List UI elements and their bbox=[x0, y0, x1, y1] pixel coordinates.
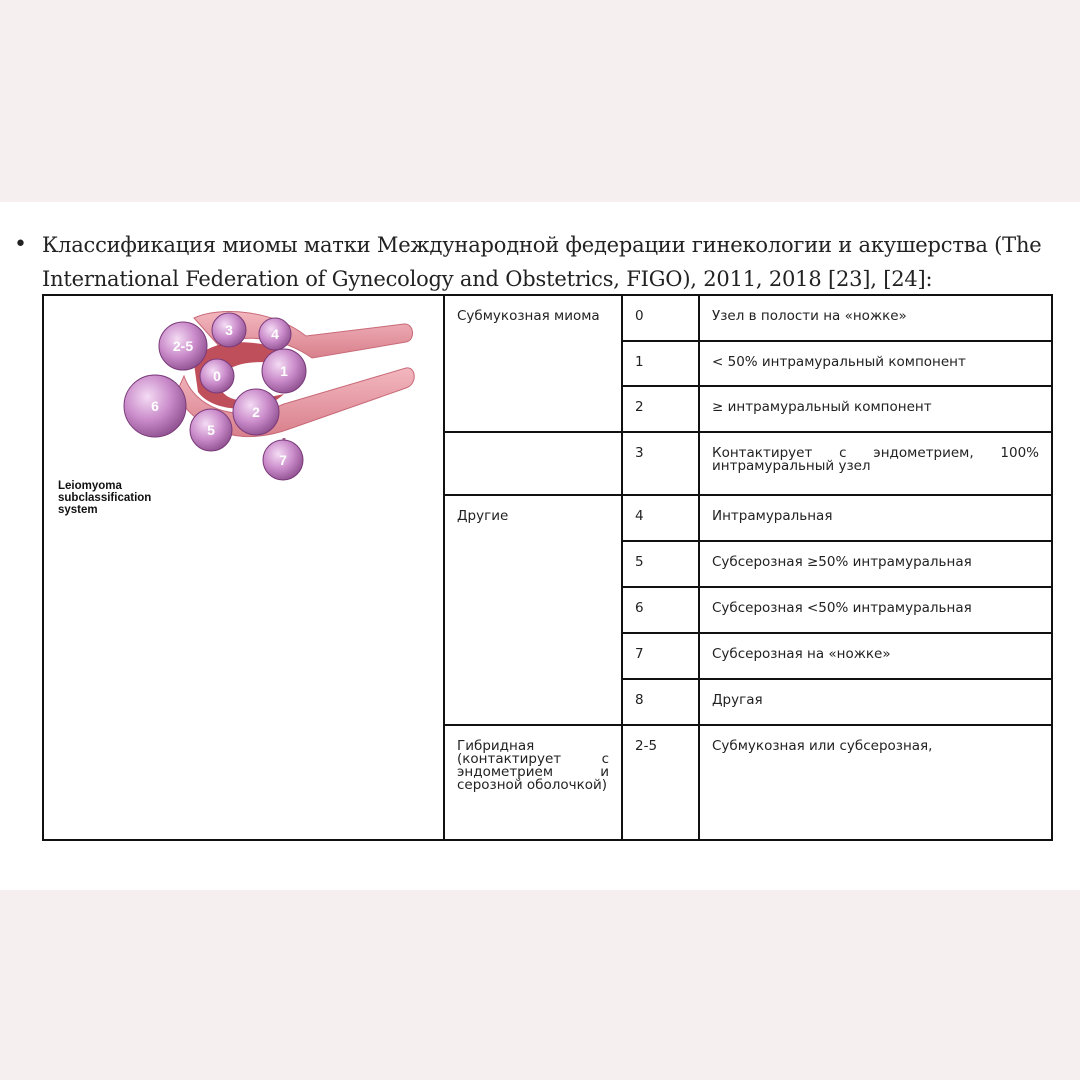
empty-group-cell bbox=[444, 432, 622, 495]
code-cell: 2 bbox=[622, 386, 699, 432]
figo-classification-table bbox=[42, 294, 1053, 841]
svg-text:3: 3 bbox=[225, 322, 233, 338]
node-7 bbox=[263, 440, 303, 480]
group-other: Другие bbox=[444, 495, 622, 725]
code-cell: 7 bbox=[622, 633, 699, 679]
svg-text:5: 5 bbox=[207, 422, 215, 438]
desc-cell: < 50% интрамуральный компонент bbox=[699, 341, 1052, 386]
svg-text:6: 6 bbox=[151, 398, 159, 414]
svg-text:7: 7 bbox=[279, 452, 287, 468]
node-1 bbox=[262, 349, 306, 393]
desc-cell: Субмукозная или субсерозная, bbox=[699, 725, 1052, 840]
node-2 bbox=[233, 389, 279, 435]
desc-cell: Субсерозная <50% интрамуральная bbox=[699, 587, 1052, 633]
code-cell: 1 bbox=[622, 341, 699, 386]
node-5 bbox=[190, 409, 232, 451]
svg-text:2: 2 bbox=[252, 404, 260, 420]
desc-cell: Субсерозная на «ножке» bbox=[699, 633, 1052, 679]
code-cell: 4 bbox=[622, 495, 699, 541]
group-hybrid: Гибридная (контактирует с эндометрием и серозной оболочкой) bbox=[444, 725, 622, 840]
desc-cell: Субсерозная ≥50% интрамуральная bbox=[699, 541, 1052, 587]
node-3 bbox=[212, 313, 246, 347]
group-submucous: Субмукозная миома bbox=[444, 295, 622, 432]
heading-text: Классификация миомы матки Международной федерации гинекологии и акушерства (The International Federation of Gynecology and Obstetrics, FIGO), 2011, 2018 [23], [24]: bbox=[42, 233, 1042, 291]
desc-cell: Узел в полости на «ножке» bbox=[699, 295, 1052, 341]
leiomyoma-diagram-cell bbox=[43, 295, 444, 840]
code-cell: 6 bbox=[622, 587, 699, 633]
code-cell: 2-5 bbox=[622, 725, 699, 840]
bullet-marker: • bbox=[14, 232, 27, 257]
node-0 bbox=[200, 359, 234, 393]
node-4 bbox=[259, 318, 291, 350]
svg-text:0: 0 bbox=[213, 368, 221, 384]
node-6 bbox=[124, 375, 186, 437]
svg-text:1: 1 bbox=[280, 363, 288, 379]
diagram-caption: Leiomyoma subclassification system bbox=[58, 480, 152, 516]
svg-text:4: 4 bbox=[271, 326, 279, 342]
node-2-5 bbox=[159, 322, 207, 370]
desc-cell: ≥ интрамуральный компонент bbox=[699, 386, 1052, 432]
desc-cell: Интрамуральная bbox=[699, 495, 1052, 541]
code-cell: 5 bbox=[622, 541, 699, 587]
code-cell: 0 bbox=[622, 295, 699, 341]
desc-cell: Контактирует с эндометрием, 100% интрамуральный узел bbox=[699, 432, 1052, 495]
svg-text:2-5: 2-5 bbox=[172, 338, 194, 354]
code-cell: 3 bbox=[622, 432, 699, 495]
desc-cell: Другая bbox=[699, 679, 1052, 725]
code-cell: 8 bbox=[622, 679, 699, 725]
